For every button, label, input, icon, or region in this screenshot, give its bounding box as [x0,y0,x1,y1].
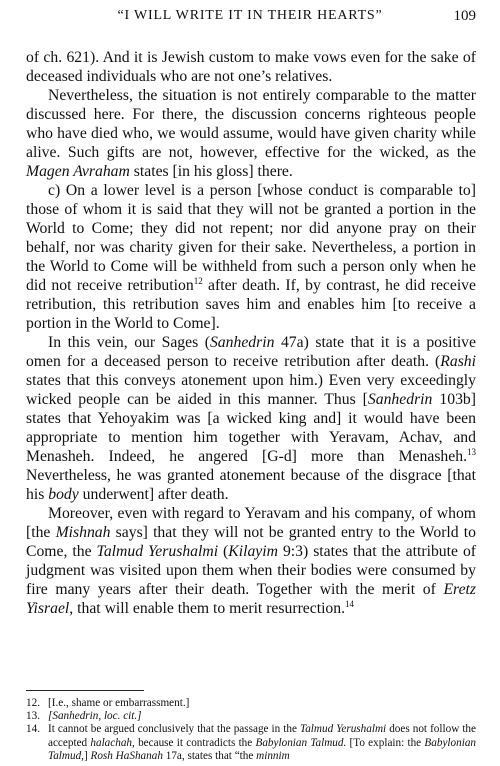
paragraph [26,333,476,504]
text-run: , that will enable them to merit resurrection. [69,600,346,617]
text-run: 17a, states that “the [162,749,257,762]
footnote [26,710,476,723]
italic-text: halachah [90,736,133,749]
italic-text: [Sanhedrin, loc. cit.] [48,710,142,723]
footnote-rule [26,690,144,691]
footnote-ref: 13 [467,447,476,457]
footnote-ref: 12 [193,276,203,286]
paragraph [26,86,476,181]
text-run: ] [83,749,91,762]
paragraph [26,181,476,333]
text-run: underwent] after death. [78,486,229,503]
text-run: Nevertheless, he was granted atonement because of the disgrace [that his [26,467,476,503]
text-run: ( [218,543,229,560]
text-run: 47a) state that it is a positive omen for a deceased person to receive retribution after death. ( [26,334,476,370]
italic-text: Talmud Yerushalmi [300,723,387,736]
running-title: “I WILL WRITE IT IN THEIR HEARTS” [117,8,383,23]
text-run: c) On a lower level is a person [whose conduct is comparable to] those of whom it is said that they will not be granted a portion in the World to Come; they did not repent; nor did anyone pray on their behalf, nor was charity given for their sake. Nevertheless, a portion in the World to Come will be withheld from such a person only when he did not receive retribution [26,182,476,294]
text-run: [To explain: the [346,736,425,749]
text-run: says] that they will not be granted entry to the World to Come, the [26,524,476,560]
footnote-text [48,697,476,710]
text-run: It cannot be argued conclusively that the passage in the [48,723,300,736]
text-run: after death. If, by contrast, he did receive retribution, this retribution saves him and enables him [to receive a portion in the World to Come]. [26,277,476,332]
page-number: 109 [453,8,476,24]
text-run: states [in his gloss] there. [129,163,293,180]
footnote [26,697,476,710]
paragraph [26,48,476,86]
footnote-ref: 14 [345,599,355,609]
text-run: , because it contradicts the [132,736,256,749]
italic-text: Kilayim [228,543,278,560]
italic-text: Magen Avraham [26,163,130,180]
text-run: 9:3) states that the attribute of judgment was visited upon them when their bodies were consumed by fire many years after their death. Together with the merit of [26,543,477,598]
footnote-text [48,710,476,723]
italic-text: Mishnah [55,524,111,541]
text-run: states that this conveys atonement upon him.) Even very exceedingly wicked people can be aided in this manner. Thus [ [26,372,476,408]
running-head [0,8,500,28]
text-run: Moreover, even with regard to Yeravam and his company, of whom [the [26,505,476,541]
footnote-number: 13. [26,710,40,723]
text-run: of ch. 621). And it is Jewish custom to make vows even for the sake of deceased individuals who are not one’s relatives. [26,49,476,85]
italic-text: Sanhedrin [209,334,275,351]
footnote-number: 14. [26,723,40,736]
italic-text: Babylonian Talmud. [255,736,347,749]
footnote-number: 12. [26,697,40,709]
text-run: does not follow the accepted [48,723,476,749]
footnote-text [48,723,476,763]
footnotes [26,697,476,763]
italic-text: body [48,486,79,503]
text-run: Nevertheless, the situation is not entirely comparable to the matter discussed here. For there, the discussion concerns righteous people who have died who, we would assume, would have given charity while alive. Such gifts are not, however, effective for the wicked, as the [26,87,476,161]
italic-text: Babylonian Talmud, [48,736,477,762]
text-run: [I.e., shame or embarrassment.] [48,697,190,709]
text-run: 103b] states that Yehoyakim was [a wicked king and] it would have been appropriate to mention him together with Yeravam, Achav, and Menasheh. Indeed, he angered [G-d] more than Menasheh. [26,391,476,465]
italic-text: Rosh HaShanah [90,749,163,762]
italic-text: Eretz Yisrael [26,581,476,617]
italic-text: Sanhedrin [367,391,433,408]
italic-text: Rashi [440,353,476,370]
italic-text: Talmud Yerushalmi [96,543,219,560]
paragraph [26,504,476,618]
footnote [26,723,476,763]
italic-text: minnim [256,749,290,762]
text-run: In this vein, our Sages ( [48,334,210,351]
body-text [26,48,476,618]
